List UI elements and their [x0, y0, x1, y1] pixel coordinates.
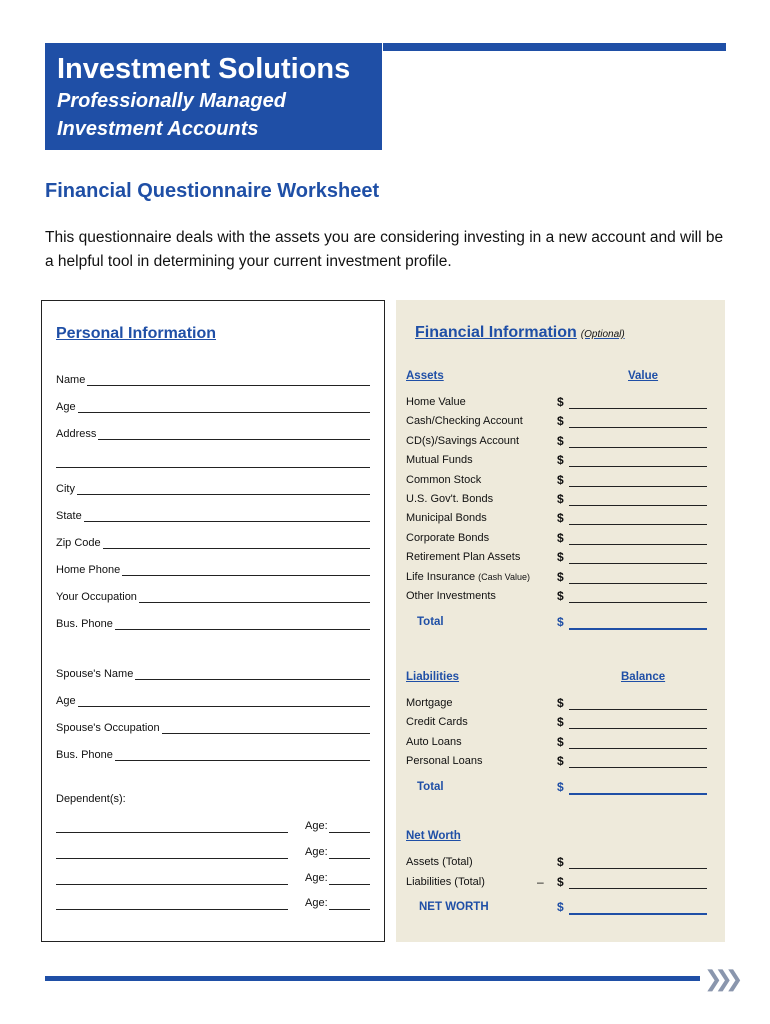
- spouse-age-line[interactable]: [78, 695, 370, 707]
- asset-row-value-line[interactable]: [569, 455, 707, 467]
- financial-info-heading: [415, 324, 625, 342]
- zip-field[interactable]: [56, 533, 370, 549]
- dependent-1-age-label: Age:: [305, 820, 328, 832]
- age-label: Age: [56, 401, 76, 413]
- banner-title: Investment Solutions: [57, 53, 351, 85]
- dependent-2-age-line[interactable]: [329, 847, 370, 859]
- assets-header: Assets: [406, 370, 444, 382]
- other-investments-dollar: $: [557, 589, 564, 603]
- banner-subtitle-2: Investment Accounts: [57, 118, 259, 140]
- asset-row-dollar: $: [557, 414, 564, 429]
- asset-row-value-line[interactable]: [569, 475, 707, 487]
- zip-label: Zip Code: [56, 537, 101, 549]
- asset-row-dollar: $: [557, 492, 564, 506]
- spouse-bus-phone-line[interactable]: [115, 749, 370, 761]
- address-line[interactable]: [98, 428, 370, 440]
- asset-row-dollar: $: [557, 530, 564, 545]
- personal-info-panel: [41, 300, 385, 942]
- financial-info-heading-text: Financial Information: [415, 324, 577, 341]
- asset-row-dollar: $: [557, 472, 564, 487]
- asset-row-label: CD(s)/Savings Account: [406, 434, 520, 447]
- occupation-label: Your Occupation: [56, 591, 137, 603]
- city-line[interactable]: [77, 483, 370, 495]
- occupation-line[interactable]: [139, 591, 370, 603]
- zip-line[interactable]: [103, 537, 370, 549]
- nw-assets-line[interactable]: [569, 857, 707, 869]
- banner-subtitle-1: Professionally Managed: [57, 90, 286, 112]
- bus-phone-label: Bus. Phone: [56, 618, 113, 630]
- net-worth-line[interactable]: [569, 902, 707, 915]
- nw-liabilities-line[interactable]: [569, 877, 707, 889]
- name-field[interactable]: [56, 370, 370, 386]
- liability-row-value-line[interactable]: [569, 737, 707, 749]
- assets-total-row-label: Assets (Total): [406, 856, 473, 868]
- liability-row-label: Mortgage: [406, 697, 453, 709]
- asset-row-value-line[interactable]: [569, 513, 707, 525]
- home-phone-field[interactable]: [56, 560, 370, 576]
- liabilities-total-dollar: $: [557, 780, 564, 794]
- asset-row-dollar: $: [557, 511, 564, 526]
- cash-value-note: (Cash Value): [478, 572, 531, 582]
- assets-total-line[interactable]: [569, 617, 707, 630]
- spouse-bus-phone-field[interactable]: [56, 745, 370, 761]
- asset-row-dollar: $: [557, 453, 564, 468]
- state-line[interactable]: [84, 510, 370, 522]
- dependent-4-age-line[interactable]: [329, 898, 370, 910]
- dependent-2-name-line[interactable]: [56, 847, 288, 859]
- address-label: Address: [56, 428, 97, 440]
- occupation-field[interactable]: [56, 587, 370, 603]
- liability-row-value-line[interactable]: [569, 698, 707, 710]
- liability-row-dollar: $: [557, 754, 564, 769]
- dependents-label: Dependent(s):: [56, 793, 126, 805]
- liabilities-total-row-label: Liabilities (Total): [406, 876, 485, 888]
- liability-row-value-line[interactable]: [569, 717, 707, 729]
- asset-row-value-line[interactable]: [569, 416, 707, 428]
- spouse-occupation-field[interactable]: [56, 718, 370, 734]
- intro-paragraph: This questionnaire deals with the assets you are considering investing in a new account and will be a helpful tool in determining your current investment profile.: [45, 229, 724, 270]
- address-line-2[interactable]: [56, 452, 370, 468]
- balance-header: Balance: [621, 671, 666, 683]
- asset-life-insurance-label: [406, 571, 530, 583]
- spouse-occupation-label: Spouse's Occupation: [56, 722, 160, 734]
- life-insurance-text: Life Insurance: [406, 571, 476, 583]
- liability-row-dollar: $: [557, 696, 564, 710]
- name-line[interactable]: [87, 374, 370, 386]
- bus-phone-field[interactable]: [56, 614, 370, 630]
- title-banner: [45, 43, 382, 150]
- asset-row-label: Corporate Bonds: [406, 531, 490, 544]
- state-field[interactable]: [56, 506, 370, 522]
- liability-row-label: Personal Loans: [406, 755, 483, 768]
- header-rule: [383, 43, 726, 51]
- dependent-3-age-line[interactable]: [329, 873, 370, 885]
- city-label: City: [56, 483, 75, 495]
- spouse-name-label: Spouse's Name: [56, 668, 134, 680]
- spouse-bus-phone-label: Bus. Phone: [56, 749, 113, 761]
- nw-liabilities-dollar: $: [557, 875, 564, 889]
- spouse-name-field[interactable]: [56, 664, 370, 680]
- net-worth-dollar: $: [557, 900, 564, 914]
- age-line[interactable]: [78, 401, 370, 413]
- asset-row-value-line[interactable]: [569, 494, 707, 506]
- other-investments-value-line[interactable]: [569, 591, 707, 603]
- home-phone-line[interactable]: [122, 564, 370, 576]
- asset-row-label: Cash/Checking Account: [406, 415, 523, 428]
- net-worth-header: Net Worth: [406, 830, 461, 842]
- liabilities-total-line[interactable]: [569, 782, 707, 795]
- minus-sign: –: [537, 875, 544, 889]
- liability-row-label: Auto Loans: [406, 735, 462, 748]
- net-worth-label: NET WORTH: [419, 901, 489, 913]
- asset-row-label: Home Value: [406, 396, 466, 408]
- asset-row-value-line[interactable]: [569, 397, 707, 409]
- liability-row-dollar: $: [557, 715, 564, 730]
- liability-row-value-line[interactable]: [569, 756, 707, 768]
- name-label: Name: [56, 374, 86, 386]
- nw-assets-dollar: $: [557, 855, 564, 869]
- city-field[interactable]: [56, 479, 370, 495]
- life-insurance-dollar: $: [557, 570, 564, 584]
- asset-row-label: U.S. Gov't. Bonds: [406, 493, 494, 505]
- dependent-3-age-label: Age:: [305, 872, 328, 884]
- assets-total-dollar: $: [557, 615, 564, 629]
- asset-other-investments-label: Other Investments: [406, 590, 496, 602]
- asset-row-label: Common Stock: [406, 473, 482, 486]
- asset-row-dollar: $: [557, 433, 564, 448]
- home-phone-label: Home Phone: [56, 564, 121, 576]
- asset-row-value-line[interactable]: [569, 552, 707, 564]
- liabilities-total-label: Total: [417, 781, 444, 793]
- spouse-age-label: Age: [56, 695, 76, 707]
- asset-row-label: Retirement Plan Assets: [406, 551, 521, 564]
- state-label: State: [56, 510, 82, 522]
- document-title: Financial Questionnaire Worksheet: [45, 180, 380, 202]
- dependent-1-age-line[interactable]: [329, 821, 370, 833]
- life-insurance-value-line[interactable]: [569, 572, 707, 584]
- value-header: Value: [628, 370, 659, 382]
- liabilities-header: Liabilities: [406, 671, 460, 683]
- dependent-1-name-line[interactable]: [56, 821, 288, 833]
- asset-row-dollar: $: [557, 550, 564, 565]
- asset-row-label: Municipal Bonds: [406, 512, 487, 525]
- dependent-4-name-line[interactable]: [56, 898, 288, 910]
- address-field[interactable]: [56, 424, 370, 440]
- chevron-right-icon: ❯❯❯: [704, 966, 736, 991]
- assets-total-label: Total: [417, 616, 444, 628]
- bus-phone-line[interactable]: [115, 618, 370, 630]
- optional-note: (Optional): [580, 329, 625, 340]
- address-line-2-line[interactable]: [56, 456, 370, 468]
- asset-row-value-line[interactable]: [569, 533, 707, 545]
- spouse-occupation-line[interactable]: [162, 722, 370, 734]
- financial-info-panel: [396, 300, 725, 942]
- spouse-name-line[interactable]: [135, 668, 370, 680]
- footer-rule: [45, 976, 700, 981]
- personal-info-heading: Personal Information: [56, 325, 217, 342]
- dependent-3-name-line[interactable]: [56, 873, 288, 885]
- age-field[interactable]: [56, 397, 370, 413]
- dependent-2-age-label: Age:: [305, 846, 328, 858]
- liability-row-dollar: $: [557, 734, 564, 749]
- spouse-age-field[interactable]: [56, 691, 370, 707]
- liability-row-label: Credit Cards: [406, 716, 468, 729]
- asset-row-dollar: $: [557, 395, 564, 409]
- asset-row-label: Mutual Funds: [406, 454, 473, 467]
- asset-row-value-line[interactable]: [569, 436, 707, 448]
- dependent-4-age-label: Age:: [305, 897, 328, 909]
